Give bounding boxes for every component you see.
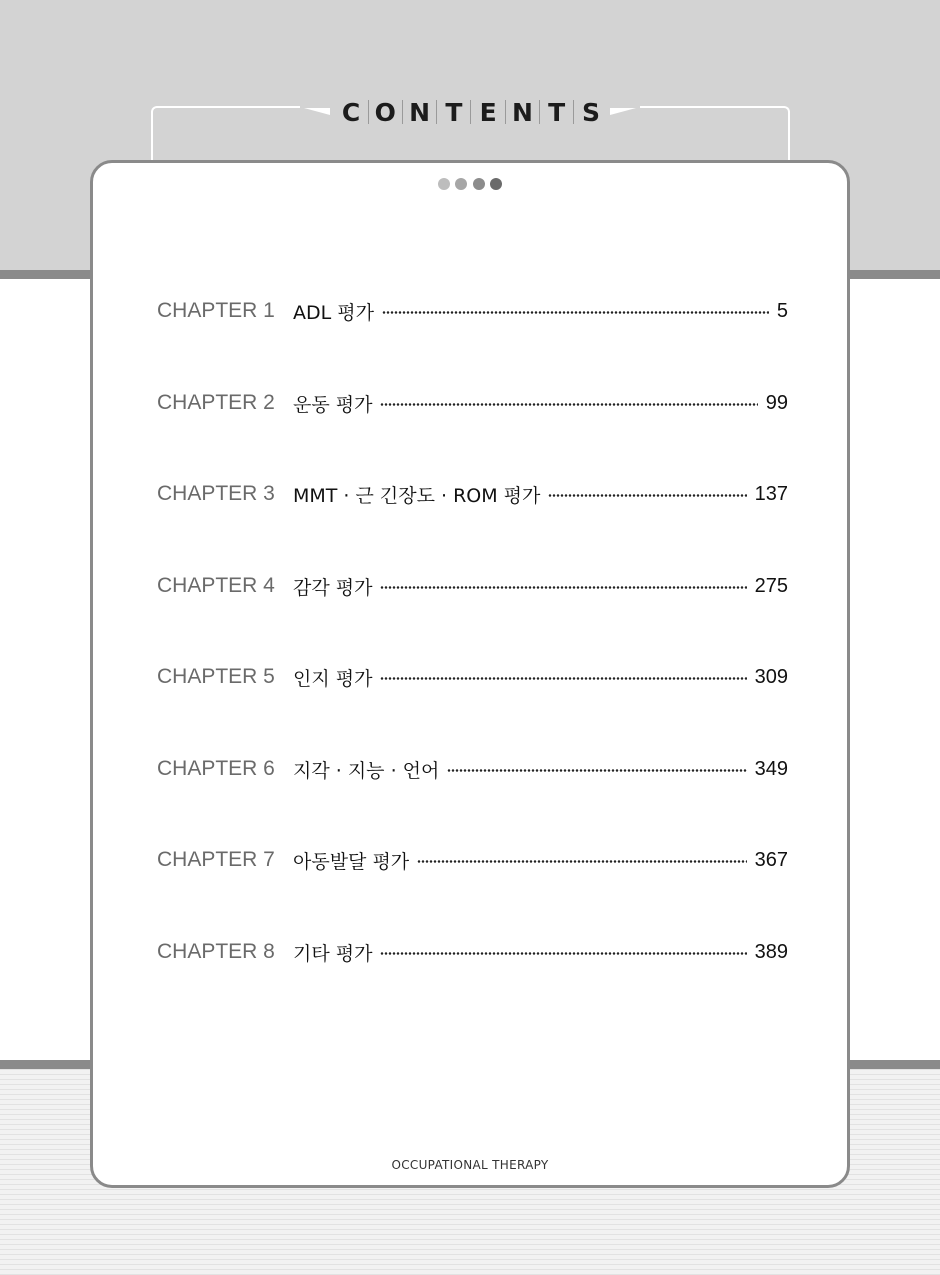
chapter-number: CHAPTER 2	[157, 391, 275, 414]
page-number: 349	[754, 757, 788, 780]
title-separator	[436, 100, 437, 124]
dot-leader	[380, 677, 746, 680]
dot-leader	[380, 403, 757, 406]
chapter-number: CHAPTER 5	[157, 665, 275, 688]
title-letter: N	[511, 97, 533, 127]
toc-entry-chapter-2[interactable]	[157, 388, 788, 418]
indicator-dots	[438, 178, 502, 190]
chapter-title[interactable]: 지각 · 지능 · 언어	[293, 759, 440, 782]
toc-entry-chapter-5[interactable]	[157, 662, 788, 692]
chapter-title[interactable]: 운동 평가	[293, 393, 373, 416]
chapter-number: CHAPTER 8	[157, 940, 275, 963]
chapter-title[interactable]: 기타 평가	[293, 942, 373, 965]
toc-entry-chapter-1[interactable]	[157, 296, 788, 326]
page-number: 275	[754, 574, 788, 597]
toc-entry-chapter-3[interactable]	[157, 479, 788, 509]
toc-entry-chapter-6[interactable]	[157, 754, 788, 784]
title-letter: S	[581, 97, 600, 127]
chapter-number: CHAPTER 1	[157, 299, 275, 322]
contents-title	[340, 96, 602, 128]
title-letter: N	[409, 97, 431, 127]
chapter-title[interactable]: 감각 평가	[293, 576, 373, 599]
indicator-dot	[438, 178, 450, 190]
title-separator	[505, 100, 506, 124]
dot-leader	[382, 311, 769, 314]
title-letter: E	[479, 97, 497, 127]
title-separator	[470, 100, 471, 124]
page-number: 367	[754, 848, 788, 871]
chapter-title[interactable]: 인지 평가	[293, 667, 373, 690]
title-separator	[573, 100, 574, 124]
toc-entry-chapter-8[interactable]	[157, 937, 788, 967]
title-separator	[368, 100, 369, 124]
chapter-title[interactable]: MMT · 근 긴장도 · ROM 평가	[293, 484, 541, 507]
chapter-title[interactable]: 아동발달 평가	[293, 850, 410, 873]
toc-entry-chapter-4[interactable]	[157, 571, 788, 601]
page-number: 309	[754, 665, 788, 688]
chapter-number: CHAPTER 7	[157, 848, 275, 871]
footer-caption: OCCUPATIONAL THERAPY	[391, 1158, 549, 1172]
title-right-notch	[610, 108, 636, 115]
toc-entry-chapter-7[interactable]	[157, 845, 788, 875]
chapter-number: CHAPTER 4	[157, 574, 275, 597]
indicator-dot	[473, 178, 485, 190]
page-number: 137	[754, 482, 788, 505]
title-separator	[402, 100, 403, 124]
indicator-dot	[455, 178, 467, 190]
page-number: 5	[776, 299, 788, 322]
chapter-number: CHAPTER 6	[157, 757, 275, 780]
page-number: 389	[754, 940, 788, 963]
title-left-notch	[304, 108, 330, 115]
title-letter: O	[374, 97, 396, 127]
title-letter: T	[548, 97, 566, 127]
title-separator	[539, 100, 540, 124]
dot-leader	[447, 769, 746, 772]
chapter-title[interactable]: ADL 평가	[293, 301, 374, 324]
chapter-number: CHAPTER 3	[157, 482, 275, 505]
dot-leader	[548, 494, 746, 497]
page-number: 99	[765, 391, 788, 414]
dot-leader	[380, 952, 746, 955]
title-letter: T	[445, 97, 463, 127]
indicator-dot	[490, 178, 502, 190]
dot-leader	[380, 586, 746, 589]
title-letter: C	[341, 97, 361, 127]
dot-leader	[417, 860, 746, 863]
